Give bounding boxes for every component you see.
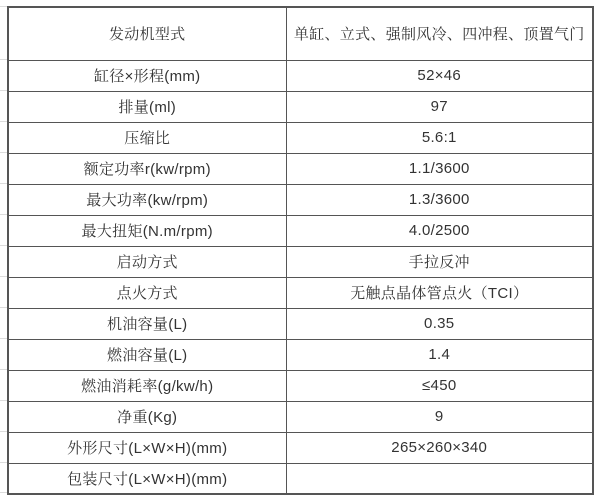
spec-value-cell: 单缸、立式、强制风冷、四冲程、顶置气门 (286, 7, 593, 60)
gridline-stub (0, 214, 7, 215)
gridline-stub (0, 338, 7, 339)
spec-value-cell: 1.4 (286, 339, 593, 370)
gridline-stub (0, 462, 7, 463)
spec-label-cell: 压缩比 (8, 122, 286, 153)
table-row (8, 215, 593, 246)
spec-label-cell: 启动方式 (8, 246, 286, 277)
gridline-stub (0, 369, 7, 370)
spec-label-cell: 燃油消耗率(g/kw/h) (8, 370, 286, 401)
spec-value-cell: 97 (286, 91, 593, 122)
spec-value-cell: 4.0/2500 (286, 215, 593, 246)
spec-value-cell: 5.6:1 (286, 122, 593, 153)
spec-value-cell: 52×46 (286, 60, 593, 91)
spec-label-cell: 点火方式 (8, 277, 286, 308)
table-row (8, 246, 593, 277)
gridline-stub (0, 59, 7, 60)
spec-label-cell: 最大扭矩(N.m/rpm) (8, 215, 286, 246)
table-row (8, 7, 593, 60)
spec-value-cell: 9 (286, 401, 593, 432)
gridline-stub (0, 152, 7, 153)
spec-value-cell: ≤450 (286, 370, 593, 401)
gridline-stub (0, 400, 7, 401)
table-row (8, 339, 593, 370)
gridline-stub (0, 431, 7, 432)
spec-label-cell: 燃油容量(L) (8, 339, 286, 370)
spec-label-cell: 外形尺寸(L×W×H)(mm) (8, 432, 286, 463)
table-row (8, 122, 593, 153)
engine-spec-table (7, 6, 594, 495)
spec-label-cell: 净重(Kg) (8, 401, 286, 432)
gridline-stub (0, 121, 7, 122)
spec-label-cell: 额定功率r(kw/rpm) (8, 153, 286, 184)
table-row (8, 184, 593, 215)
spec-label-cell: 最大功率(kw/rpm) (8, 184, 286, 215)
spec-value-cell: 1.1/3600 (286, 153, 593, 184)
gridline-stub (0, 492, 7, 493)
gridline-stub (0, 183, 7, 184)
table-row (8, 401, 593, 432)
table-row (8, 308, 593, 339)
gridline-stub (0, 6, 7, 7)
spec-label-cell: 排量(ml) (8, 91, 286, 122)
spec-value-cell: 无触点晶体管点火（TCI） (286, 277, 593, 308)
spec-value-cell: 0.35 (286, 308, 593, 339)
gridline-stub (0, 90, 7, 91)
table-row (8, 60, 593, 91)
table-row (8, 463, 593, 494)
table-row (8, 91, 593, 122)
spec-value-cell: 1.3/3600 (286, 184, 593, 215)
spec-value-cell: 手拉反冲 (286, 246, 593, 277)
spec-label-cell: 机油容量(L) (8, 308, 286, 339)
spec-label-cell: 包装尺寸(L×W×H)(mm) (8, 463, 286, 494)
table-row (8, 370, 593, 401)
gridline-stub (0, 276, 7, 277)
spec-value-cell (286, 463, 593, 494)
spec-label-cell: 发动机型式 (8, 7, 286, 60)
gridline-stub (0, 307, 7, 308)
spec-value-cell: 265×260×340 (286, 432, 593, 463)
table-row (8, 277, 593, 308)
spec-label-cell: 缸径×形程(mm) (8, 60, 286, 91)
table-row (8, 432, 593, 463)
table-row (8, 153, 593, 184)
gridline-stub (0, 245, 7, 246)
